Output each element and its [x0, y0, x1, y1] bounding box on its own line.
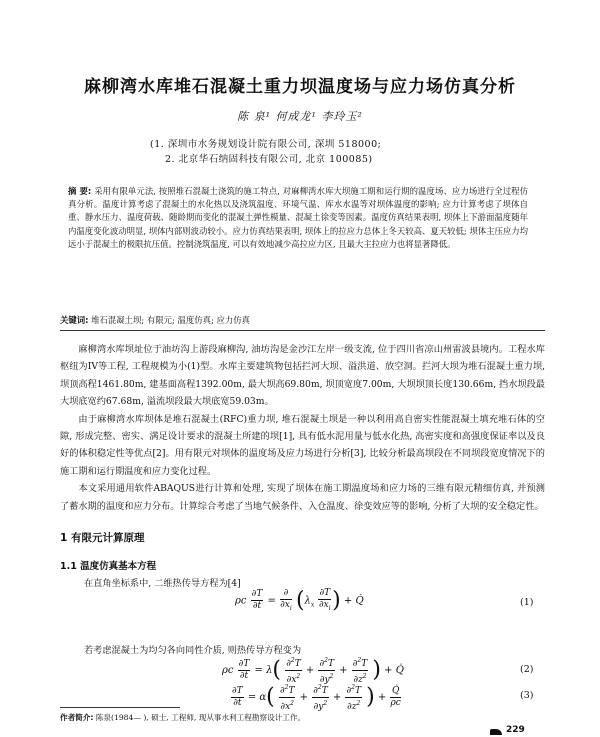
- equation-number: (2): [520, 664, 534, 675]
- affiliation-1: (1. 深圳市水务规划设计院有限公司, 深圳 518000;: [150, 139, 382, 150]
- subsection-heading: 1.1 温度仿真基本方程: [60, 561, 157, 572]
- equation-intro-1: 在直角坐标系中, 二维热传导方程为[4]: [84, 578, 241, 589]
- equation-2: ρc $\frac{\partial T}{\partial t}$ = λ( $\frac{\partial^2T}{\partial x^2}$ + $\frac{\partial^2T}{\partial y^2}$ + $\frac{\partial^2T}{\partial z^2}$ ) + Q̇: [222, 657, 404, 685]
- footnote-label: 作者简介:: [60, 713, 94, 722]
- equation-number: (1): [520, 597, 534, 608]
- body-paragraph: 麻柳湾水库坝址位于油坊沟上游段麻柳沟, 油坊沟是金沙江左岸一级支流, 位于四川省凉山州雷波县境内。工程水库枢纽为IV等工程, 工程规模为小(1)型。水库主要建筑物包括拦河大坝、溢洪道、放空洞。拦河大坝为堆石混凝土重力坝, 坝顶高程1461.80m, 建基面高程1392.00m, 最大坝高69.80m, 坝顶宽度7.00m, 大坝坝顶长度130.66m, 挡水坝段最大坝底宽约67.68m, 溢流坝段最大坝底宽59.03m。: [60, 344, 545, 408]
- equation-intro-2: 若考虑混凝土为均匀各向同性介质, 则热传导方程变为: [84, 645, 302, 656]
- body-paragraph: 由于麻柳湾水库坝体是堆石混凝土(RFC)重力坝, 堆石混凝土坝是一种以利用高自密实性能混凝土填充堆石体的空隙, 形成完整、密实、满足设计要求的混凝土所建的坝[1], 具有低水泥用量与低水化热, 高密实度和高强度保证率以及良好的体积稳定性等优点[2]。用有限元对坝体的温度场及应力场进行分析[3], 比较分析最高坝段在不同坝段宽度情况下的施工期和运行期温度和应力变化过程。: [60, 413, 545, 477]
- equation-1: ρc $\frac{\partial T}{\partial t}$ = $\frac{\partial}{\partial x_i}$ ($\lambda_x$ $\frac{\partial T}{\partial x_i}$ ) + Q̇: [235, 587, 364, 613]
- page-mark-icon: [490, 729, 502, 735]
- abstract-label: 摘 要:: [68, 186, 92, 196]
- equation-number: (3): [520, 690, 534, 701]
- section-heading: 1 有限元计算原理: [60, 532, 145, 544]
- paper-title: 麻柳湾水库堆石混凝土重力坝温度场与应力场仿真分析: [84, 77, 516, 97]
- page-number: 229: [506, 725, 525, 735]
- keywords-label: 关键词:: [60, 315, 89, 325]
- divider: [60, 330, 545, 331]
- equation-3: $\frac{\partial T}{\partial t}$ = α( $\frac{\partial^2T}{\partial x^2}$ + $\frac{\partial^2T}{\partial y^2}$ + $\frac{\partial^2T}{\partial z^2}$ ) + $\frac{Q̇}{\rho c}$: [232, 684, 401, 712]
- author-line: 陈 泉¹ 何成龙¹ 李玲玉²: [237, 110, 363, 123]
- abstract-text: 采用有限单元法, 按照堆石混凝土浇筑的施工特点, 对麻柳湾水库大坝施工期和运行期的温度场、应力场进行全过程仿真分析。温度计算考虑了混凝土的水化热以及浇筑温度、环境气温、库水水温等对坝体温度的影响; 应力计算考虑了坝体自重、静水压力、温度荷载、随龄期而变化的混凝土弹性模量、混凝土徐变等因素。温度仿真结果表明, 坝体上下游面温度随年内温度变化波动明显, 坝体内部则波动较小。应力仿真结果表明, 坝体上的拉应力总体上冬天较高、夏天较低; 坝体主压应力均远小于混凝土的极限抗压值。控制浇筑温度, 可以有效地减少高拉应力区, 且最大主拉应力也将显著降低。: [68, 186, 529, 249]
- footnote-text: 陈泉(1984— ), 硕士, 工程师, 现从事水利工程勘察设计工作。: [95, 713, 306, 722]
- author-footnote: [60, 712, 305, 723]
- footnote-divider: [60, 707, 180, 708]
- abstract: [68, 185, 528, 251]
- keywords: [60, 314, 530, 326]
- body-paragraph: 本文采用通用软件ABAQUS进行计算和处理, 实现了坝体在施工期温度场和应力场的三维有限元精细仿真, 并预测了蓄水期的温度和应力分布。计算综合考虑了当地气候条件、入仓温度、徐变效应等的影响, 分析了大坝的安全稳定性。: [60, 483, 545, 512]
- keywords-text: 堆石混凝土坝; 有限元; 温度仿真; 应力仿真: [91, 315, 250, 325]
- affiliation-2: 2. 北京华石纳固科技有限公司, 北京 100085): [165, 154, 373, 165]
- body-text: [60, 341, 545, 515]
